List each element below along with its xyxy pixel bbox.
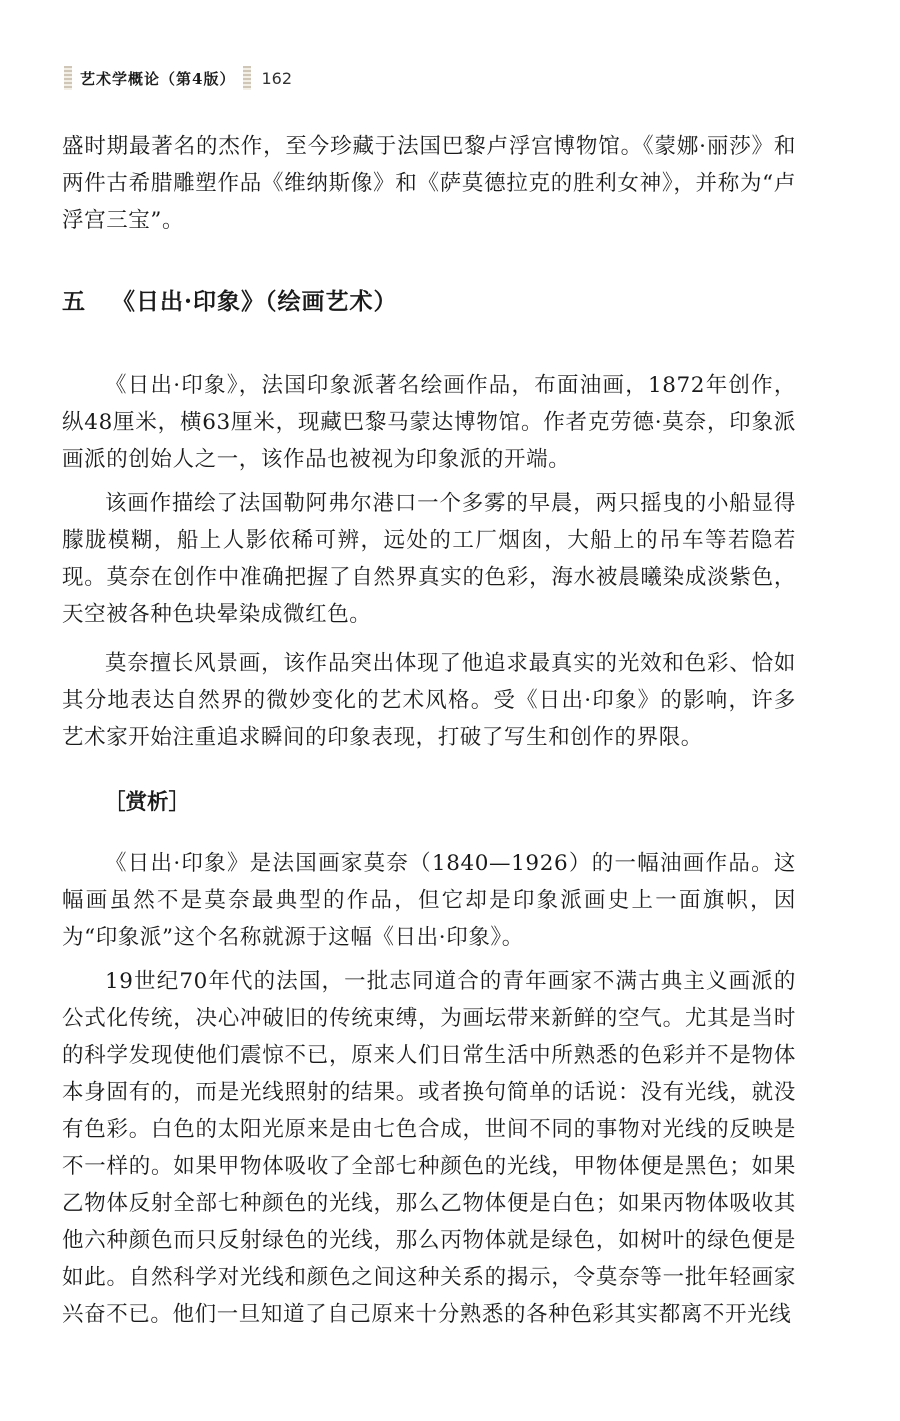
paragraph-style: 莫奈擅长风景画，该作品突出体现了他追求最真实的光效和色彩、恰如其分地表达自然界的微妙变化的艺术风格。受《日出·印象》的影响，许多艺术家开始注重追求瞬间的印象表现，打破了写生和创作的界限。 <box>62 651 796 750</box>
section-number: 五 <box>62 288 86 315</box>
paragraph-continued: 盛时期最著名的杰作，至今珍藏于法国巴黎卢浮宫博物馆。《蒙娜·丽莎》和两件古希腊雕塑作品《维纳斯像》和《萨莫德拉克的胜利女神》，并称为“卢浮宫三宝”。 <box>62 134 796 233</box>
book-title: 艺术学概论（第4版） <box>80 69 236 88</box>
section-title: 《日出·印象》（绘画艺术） <box>112 288 398 315</box>
header-decoration-right <box>243 66 251 90</box>
page-number: 162 <box>261 68 292 88</box>
running-header <box>64 64 292 92</box>
paragraph-history: 19世纪70年代的法国，一批志同道合的青年画家不满古典主义画派的公式化传统，决心冲破旧的传统束缚，为画坛带来新鲜的空气。尤其是当时的科学发现使他们震惊不已，原来人们日常生活中所熟悉的色彩并不是物体本身固有的，而是光线照射的结果。或者换句简单的话说：没有光线，就没有色彩。白色的太阳光原来是由七色合成，世间不同的事物对光线的反映是不一样的。如果甲物体吸收了全部七种颜色的光线，甲物体便是黑色；如果乙物体反射全部七种颜色的光线，那么乙物体便是白色；如果丙物体吸收其他六种颜色而只反射绿色的光线，那么丙物体就是绿色，如树叶的绿色便是如此。自然科学对光线和颜色之间这种关系的揭示，令莫奈等一批年轻画家兴奋不已。他们一旦知道了自己原来十分熟悉的各种色彩其实都离不开光线 <box>62 969 796 1327</box>
paragraph-description: 该画作描绘了法国勒阿弗尔港口一个多雾的早晨，两只摇曳的小船显得朦胧模糊，船上人影依稀可辨，远处的工厂烟囱，大船上的吊车等若隐若现。莫奈在创作中准确把握了自然界真实的色彩，海水被晨曦染成淡紫色，天空被各种色块晕染成微红色。 <box>62 491 796 627</box>
section-heading <box>62 283 398 316</box>
paragraph-intro: 《日出·印象》，法国印象派著名绘画作品，布面油画，1872年创作，纵48厘米，横63厘米，现藏巴黎马蒙达博物馆。作者克劳德·莫奈，印象派画派的创始人之一，该作品也被视为印象派的开端。 <box>62 373 796 472</box>
appreciation-label: ［赏析］ <box>104 790 191 815</box>
header-decoration-left <box>64 66 72 90</box>
paragraph-appreciation: 《日出·印象》是法国画家莫奈（1840—1926）的一幅油画作品。这幅画虽然不是莫奈最典型的作品，但它却是印象派画史上一面旗帜，因为“印象派”这个名称就源于这幅《日出·印象》。 <box>62 851 796 950</box>
